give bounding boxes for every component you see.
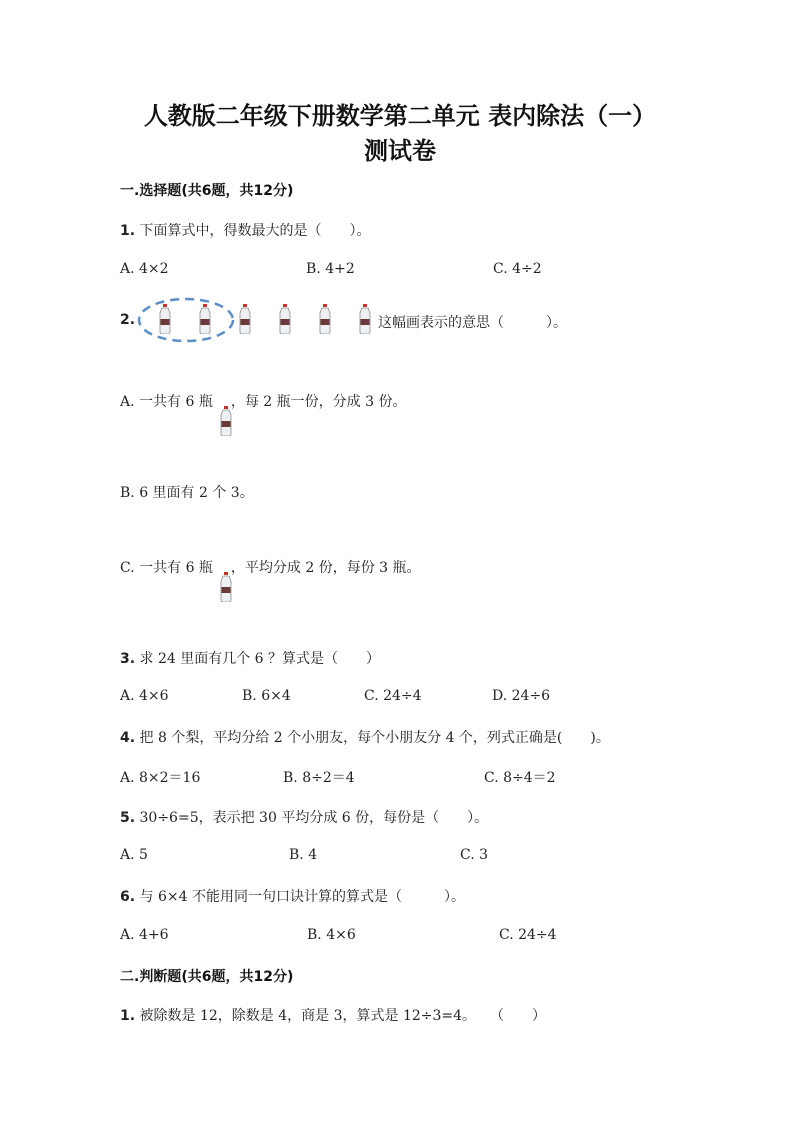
q1-option-a[interactable]: A. 4×2 [120, 261, 169, 277]
water-bottle-icon [219, 406, 233, 436]
page-title: 人教版二年级下册数学第二单元 表内除法（一） [143, 102, 657, 130]
question-4: 4. 把 8 个梨，平均分给 2 个小朋友，每个小朋友分 4 个，列式正确是( )。 [120, 730, 610, 746]
section-heading-choice: 一.选择题(共6题，共12分) [120, 183, 294, 199]
q2-option-b[interactable]: B. 6 里面有 2 个 3。 [120, 485, 254, 501]
section-heading-judgement: 二.判断题(共6题，共12分) [120, 969, 294, 985]
q2-option-c[interactable]: C. 一共有 6 瓶 ，平均分成 2 份，每份 3 瓶。 [120, 560, 421, 576]
q3-option-c[interactable]: C. 24÷4 [364, 688, 422, 704]
page-subtitle: 测试卷 [364, 137, 436, 165]
q3-option-b[interactable]: B. 6×4 [242, 688, 291, 704]
q5-option-a[interactable]: A. 5 [120, 847, 148, 863]
q6-option-c[interactable]: C. 24÷4 [499, 927, 557, 943]
question-text: 下面算式中，得数最大的是（ ）。 [139, 223, 371, 239]
q6-option-a[interactable]: A. 4+6 [120, 927, 169, 943]
question-3: 3. 求 24 里面有几个 6 ？算式是（ ） [120, 651, 381, 667]
water-bottle-icon [238, 304, 252, 334]
question-2-text: 这幅画表示的意思（ ）。 [378, 315, 567, 331]
q6-option-b[interactable]: B. 4×6 [307, 927, 356, 943]
question-6: 6. 与 6×4 不能用同一句口诀计算的算式是（ ）。 [120, 889, 465, 905]
question-5: 5. 30÷6=5，表示把 30 平均分成 6 份，每份是（ ）。 [120, 810, 489, 826]
question-2-number: 2. [120, 312, 136, 328]
water-bottle-icon [358, 304, 372, 334]
q3-option-d[interactable]: D. 24÷6 [492, 688, 551, 704]
q1-option-c[interactable]: C. 4÷2 [493, 261, 542, 277]
judgement-question-1: 1. 被除数是 12，除数是 4，商是 3，算式是 12÷3=4。 （ ） [120, 1008, 547, 1024]
water-bottle-icon [318, 304, 332, 334]
q5-option-b[interactable]: B. 4 [289, 847, 318, 863]
water-bottle-icon [278, 304, 292, 334]
water-bottle-icon [198, 304, 212, 334]
water-bottle-icon [158, 304, 172, 334]
question-number: 1. [120, 223, 136, 239]
q4-option-a[interactable]: A. 8×2＝16 [120, 770, 201, 786]
group-ellipse-icon [136, 296, 236, 344]
water-bottle-icon [219, 572, 233, 602]
q2-option-a[interactable]: A. 一共有 6 瓶 ，每 2 瓶一份，分成 3 份。 [120, 394, 407, 410]
q5-option-c[interactable]: C. 3 [460, 847, 489, 863]
question-1 [120, 220, 371, 240]
q1-option-b[interactable]: B. 4+2 [306, 261, 355, 277]
q3-option-a[interactable]: A. 4×6 [120, 688, 169, 704]
q4-option-b[interactable]: B. 8÷2＝4 [283, 770, 355, 786]
q4-option-c[interactable]: C. 8÷4＝2 [484, 770, 556, 786]
